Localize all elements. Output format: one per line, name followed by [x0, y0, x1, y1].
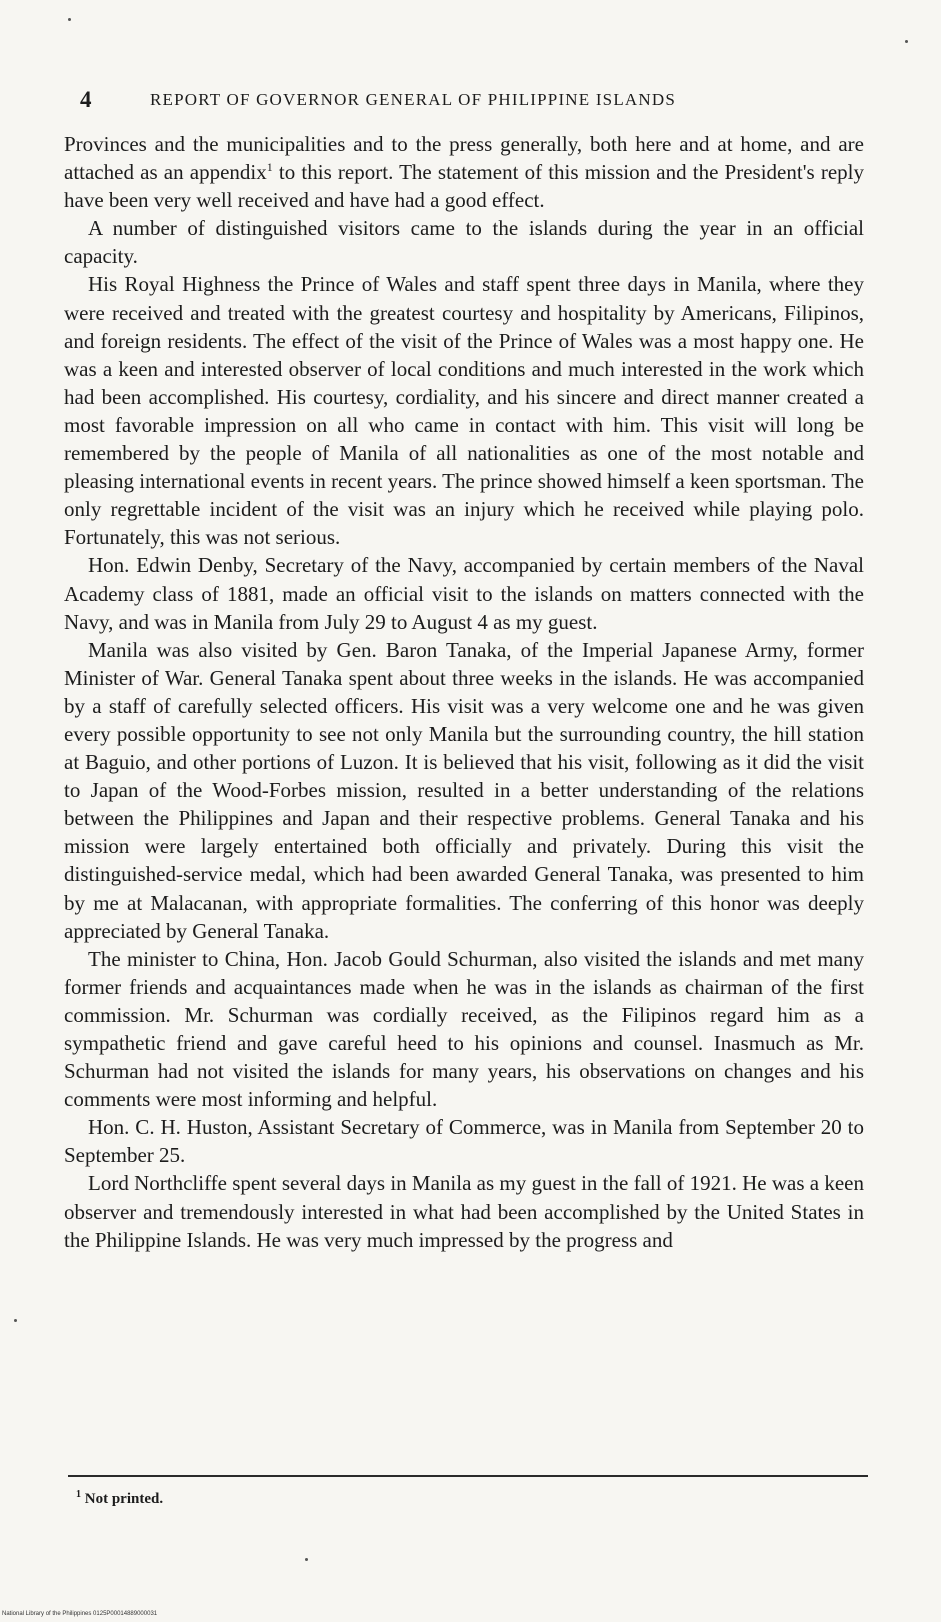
scan-speck [905, 40, 908, 43]
library-imprint: National Library of the Philippines 0125P00014889000031 [2, 1611, 158, 1617]
paragraph-baron-tanaka: Manila was also visited by Gen. Baron Tanaka, of the Imperial Japanese Army, former Minister of War. General Tanaka spent about three weeks in the islands. He was accompanied by a staff of carefully selected officers. His visit was a very welcome one and he was given every possible opportunity to see not only Manila but the surrounding country, the hill station at Baguio, and other portions of Luzon. It is believed that his visit, following as it did the visit to Japan of the Wood-Forbes mission, resulted in a better understanding of the relations between the Philippines and Japan and their respective problems. General Tanaka and his mission were largely entertained both officially and privately. During this visit the distinguished-service medal, which had been awarded General Tanaka, was presented to him by me at Malacanan, with appropriate formalities. The conferring of this honor was deeply appreciated by General Tanaka. [64, 637, 864, 943]
scan-speck [14, 1319, 17, 1322]
paragraph-huston: Hon. C. H. Huston, Assistant Secretary of Commerce, was in Manila from September 20 to September 25. [64, 1115, 864, 1168]
footnote-reference: 1 [266, 160, 273, 175]
body-text [64, 130, 864, 1254]
paragraph-schurman: The minister to China, Hon. Jacob Gould Schurman, also visited the islands and met many former friends and acquaintances made when he was in the islands as chairman of the first commission. Mr. Schurman was cordially received, as the Filipinos regard him as a sympathetic friend and gave careful heed to his opinions and counsel. Inasmuch as Mr. Schurman had not visited the islands for many years, his observations on changes and his comments were most informing and helpful. [64, 946, 864, 1112]
paragraph-edwin-denby: Hon. Edwin Denby, Secretary of the Navy, accompanied by certain members of the Naval Academy class of 1881, made an official visit to the islands on matters connected with the Navy, and was in Manila from July 29 to August 4 as my guest. [64, 553, 864, 634]
footnote [76, 1489, 163, 1508]
page-number: 4 [80, 87, 92, 112]
footnote-text: Not printed. [81, 1491, 164, 1507]
paragraph-visitors-intro: A number of distinguished visitors came to the islands during the year in an official capacity. [64, 216, 864, 269]
paragraph-appendix-note [64, 130, 864, 214]
paragraph-text: Provinces and the municipalities and to the press generally, both here and at home, and are attached as an appendix [64, 132, 864, 185]
scan-speck [305, 1558, 308, 1561]
scan-speck [68, 18, 71, 21]
page-header [80, 80, 860, 120]
footnote-rule [68, 1475, 868, 1477]
running-head: REPORT OF GOVERNOR GENERAL OF PHILIPPINE ISLANDS [150, 90, 677, 109]
paragraph-northcliffe: Lord Northcliffe spent several days in Manila as my guest in the fall of 1921. He was a keen observer and tremendously interested in what had been accomplished by the United States in the Philippine Islands. He was very much impressed by the progress and [64, 1171, 864, 1252]
paragraph-prince-of-wales: His Royal Highness the Prince of Wales and staff spent three days in Manila, where they were received and treated with the greatest courtesy and hospitality by Americans, Filipinos, and foreign residents. The effect of the visit of the Prince of Wales was a most happy one. He was a keen and interested observer of local conditions and much interested in the work which had been accomplished. His courtesy, cordiality, and his sincere and direct manner created a most favorable impression on all who came in contact with him. This visit will long be remembered by the people of Manila of all nationalities as one of the most notable and pleasing international events in recent years. The prince showed himself a keen sportsman. The only regrettable incident of the visit was an injury which he received while playing polo. Fortunately, this was not serious. [64, 272, 864, 550]
footnote-mark: 1 [76, 1489, 81, 1500]
paragraph-text-continued: to this report. The statement of this mission and the President's reply have been very well received and have had a good effect. [64, 160, 864, 213]
